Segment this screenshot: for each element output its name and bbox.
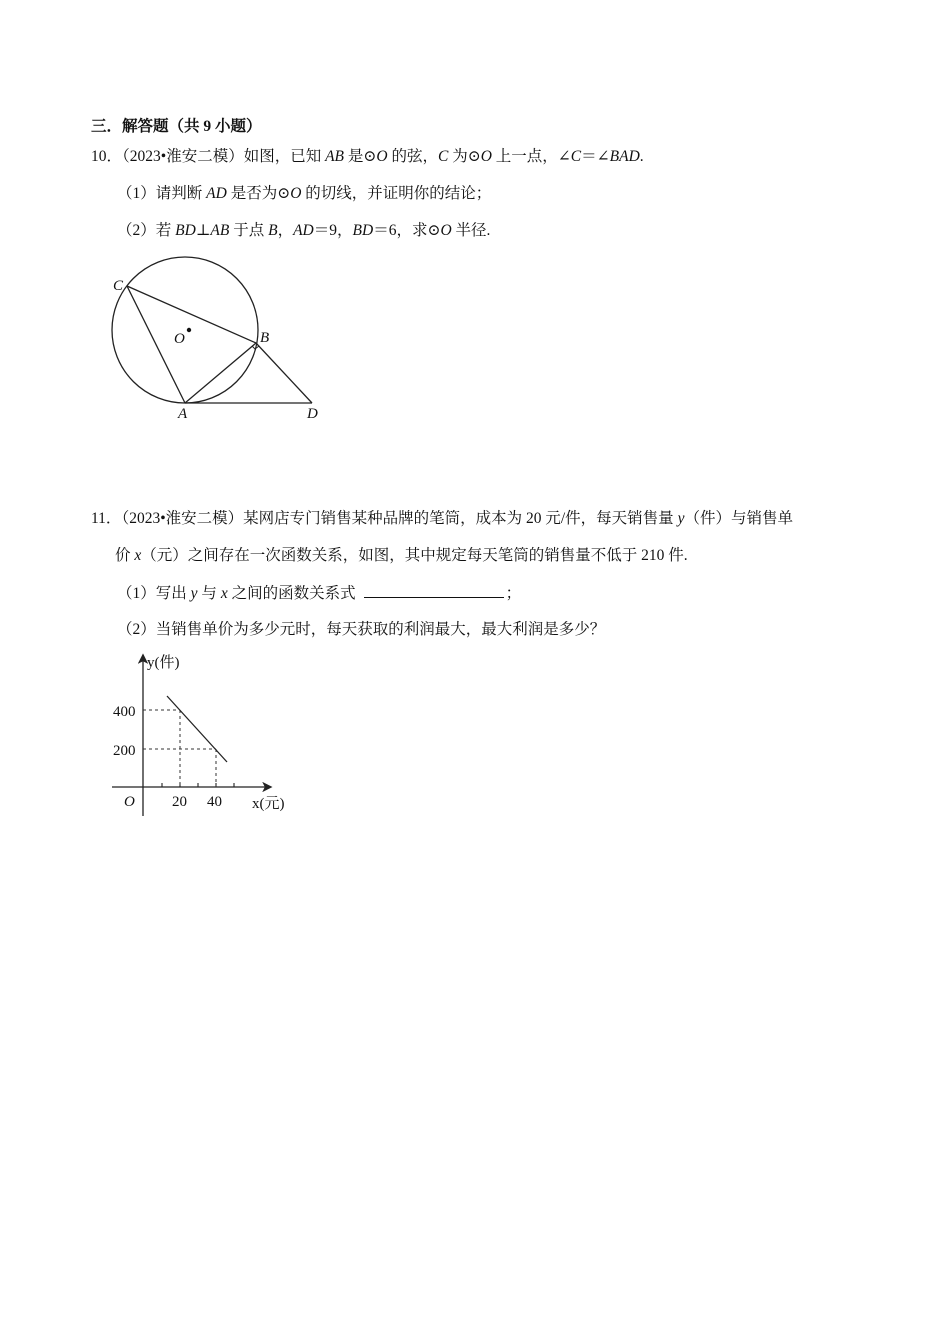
math-var: O: [290, 185, 302, 202]
math-var: x: [134, 547, 142, 564]
math-var: y: [677, 510, 685, 527]
x-tick-20: 20: [172, 794, 187, 810]
label-b: B: [260, 330, 270, 346]
math-var: x: [220, 585, 228, 602]
sub-text: 与: [197, 585, 221, 602]
stem-text: 某网店专门销售某种品牌的笔筒，成本为 20 元/件，每天销售量: [243, 510, 678, 527]
sub-text: 请判断: [155, 185, 207, 202]
sub-label: （1）: [117, 585, 156, 602]
label-d: D: [307, 406, 318, 422]
question-number: 11．: [91, 510, 122, 527]
math-var: AB: [325, 148, 345, 165]
stem-text: .: [639, 148, 644, 165]
sub-text: 写出: [155, 585, 191, 602]
label-c: C: [113, 278, 124, 294]
stem-text: 是⊙: [344, 148, 377, 165]
sub-text: 的切线，并证明你的结论；: [301, 185, 492, 202]
stem-text: 上一点，∠: [491, 148, 571, 165]
stem-text: （元）之间存在一次函数关系，如图，其中规定每天笔筒的销售量不低于 210 件.: [141, 547, 688, 564]
y-tick-400: 400: [113, 704, 136, 720]
sub-label: （2）: [117, 621, 156, 638]
label-o: O: [174, 331, 185, 347]
stem-text: （件）与销售单: [684, 510, 793, 527]
math-var: C: [570, 148, 582, 165]
x-tick-40: 40: [207, 794, 222, 810]
sub-label: （2）: [117, 222, 156, 239]
math-var: BD: [175, 222, 196, 239]
math-var: B: [268, 222, 278, 239]
math-var: BAD: [609, 148, 640, 165]
sub-text: 当销售单价为多少元时，每天获取的利润最大，最大利润是多少？: [155, 621, 606, 638]
sub-text: 之间的函数关系式: [227, 585, 356, 602]
sub-text: 于点: [229, 222, 269, 239]
stem-text: 为⊙: [448, 148, 481, 165]
sub-text: 半径.: [451, 222, 491, 239]
sub-label: （1）: [117, 185, 156, 202]
y-axis-label: y(件): [147, 655, 180, 671]
math-var: O: [376, 148, 388, 165]
math-var: AD: [206, 185, 227, 202]
sub-text: ，: [277, 222, 294, 239]
stem-text: 价: [115, 547, 135, 564]
y-tick-200: 200: [113, 743, 136, 759]
sub-text: 是否为⊙: [226, 185, 291, 202]
math-var: C: [438, 148, 449, 165]
sub-text: 若: [155, 222, 176, 239]
question-number: 10．: [91, 148, 123, 165]
math-var: AB: [210, 222, 230, 239]
math-var: y: [190, 585, 198, 602]
label-a: A: [178, 406, 188, 422]
dashed-guides: [143, 710, 216, 787]
origin-label: O: [124, 794, 135, 810]
x-axis-label: x(元): [252, 796, 285, 812]
function-line: [167, 696, 227, 762]
sub-text: ＝6，求⊙: [373, 222, 441, 239]
sub-text: ；: [505, 585, 522, 602]
math-var: BD: [352, 222, 374, 239]
sub-text: ⊥: [195, 222, 211, 239]
stem-text: 如图，已知: [243, 148, 326, 165]
stem-text: ＝∠: [581, 148, 610, 165]
math-var: O: [480, 148, 492, 165]
stem-text: 的弦，: [387, 148, 438, 165]
question-source: （2023•淮安二模）: [122, 148, 244, 165]
sub-text: ＝9，: [313, 222, 353, 239]
question-source: （2023•淮安二模）: [121, 510, 244, 527]
section-heading: 三．解答题（共 9 小题）: [91, 118, 262, 135]
math-var: AD: [293, 222, 314, 239]
math-var: O: [440, 222, 452, 239]
